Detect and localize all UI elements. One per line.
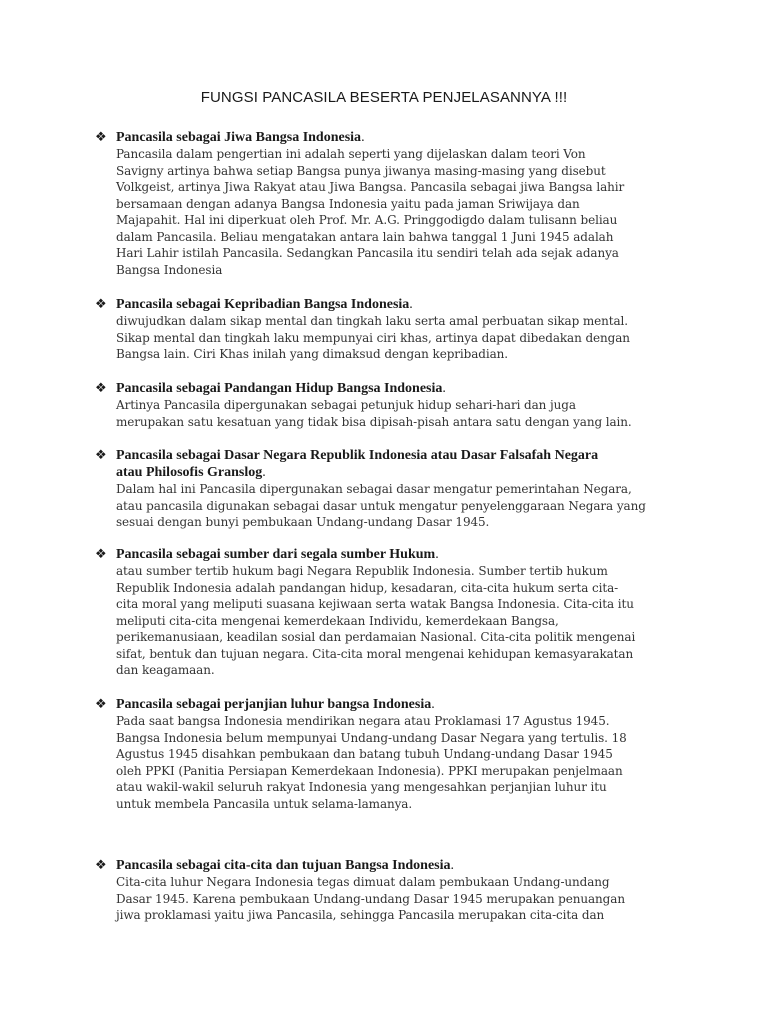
section-heading [95, 296, 665, 313]
body-line: perikemanusiaan, keadilan sosial dan perdamaian Nasional. Cita-cita politik mengenai [116, 630, 636, 644]
body-line: Savigny artinya bahwa setiap Bangsa punya jiwanya masing-masing yang disebut [116, 163, 606, 178]
body-line: Dalam hal ini Pancasila dipergunakan sebagai dasar mengatur pemerintahan Negara, [116, 482, 632, 496]
section-heading-text [116, 857, 656, 874]
section-body [116, 481, 656, 531]
body-line: dan keagamaan. [116, 663, 215, 677]
body-line: Agustus 1945 disahkan pembukaan dan batang tubuh Undang-undang Dasar 1945 [116, 747, 613, 761]
heading-line: Pancasila sebagai Jiwa Bangsa Indonesia. [116, 130, 365, 145]
heading-line: Pancasila sebagai Pandangan Hidup Bangsa Indonesia. [116, 381, 446, 396]
body-line: Dasar 1945. Karena pembukaan Undang-undang Dasar 1945 merupakan penuangan [116, 891, 625, 906]
section-heading-text [116, 296, 656, 313]
body-line: cita moral yang meliputi suasana kejiwaan serta watak Bangsa Indonesia. Cita-cita itu [116, 597, 634, 611]
body-line: Hari Lahir istilah Pancasila. Sedangkan Pancasila itu sendiri telah ada sejak adanya [116, 246, 619, 260]
section-body [116, 146, 656, 278]
section-5 [95, 546, 665, 679]
heading-line: Pancasila sebagai Kepribadian Bangsa Indonesia. [116, 297, 413, 312]
diamond-bullet-icon: ❖ [95, 858, 107, 873]
body-line: sifat, bentuk dan tujuan negara. Cita-cita moral mengenai kehidupan kemasyarakatan [116, 646, 634, 661]
body-line: atau wakil-wakil seluruh rakyat Indonesia yang mengesahkan perjanjian luhur itu [116, 780, 607, 794]
section-body [116, 397, 656, 430]
body-line: meliputi cita-cita mengenai kemerdekaan Individu, kemerdekaan Bangsa, [116, 613, 559, 628]
body-line: Bangsa Indonesia belum mempunyai Undang-undang Dasar Negara yang tertulis. 18 [116, 730, 627, 745]
body-line: Pancasila dalam pengertian ini adalah seperti yang dijelaskan dalam teori Von [116, 147, 586, 161]
body-line: merupakan satu kesatuan yang tidak bisa dipisah-pisah antara satu dengan yang lain. [116, 414, 632, 429]
section-heading-text [116, 546, 656, 563]
section-heading-text [116, 380, 656, 397]
body-line: Majapahit. Hal ini diperkuat oleh Prof. Mr. A.G. Pringgodigdo dalam tulisann beliau [116, 213, 618, 227]
diamond-bullet-icon: ❖ [95, 297, 107, 312]
diamond-bullet-icon: ❖ [95, 130, 107, 145]
diamond-bullet-icon: ❖ [95, 697, 107, 712]
section-body [116, 874, 656, 924]
body-line: Republik Indonesia adalah pandangan hidup, kesadaran, cita-cita hukum serta cita- [116, 580, 619, 595]
heading-line: Pancasila sebagai cita-cita dan tujuan Bangsa Indonesia. [116, 858, 454, 873]
heading-period: . [442, 381, 446, 396]
section-heading [95, 546, 665, 563]
section-heading-text [116, 447, 656, 481]
body-line: atau sumber tertib hukum bagi Negara Republik Indonesia. Sumber tertib hukum [116, 564, 608, 578]
section-heading [95, 696, 665, 713]
section-body [116, 313, 656, 363]
heading-period: . [431, 697, 435, 712]
heading-period: . [450, 858, 454, 873]
heading-period: . [361, 130, 365, 145]
heading-period: . [435, 547, 439, 562]
body-line: Bangsa lain. Ciri Khas inilah yang dimaksud dengan kepribadian. [116, 347, 509, 361]
heading-line: Pancasila sebagai sumber dari segala sumber Hukum. [116, 547, 439, 562]
section-heading [95, 129, 665, 146]
body-line: Artinya Pancasila dipergunakan sebagai petunjuk hidup sehari-hari dan juga [116, 398, 576, 412]
section-3 [95, 380, 665, 430]
body-line: dalam Pancasila. Beliau mengatakan antara lain bahwa tanggal 1 Juni 1945 adalah [116, 229, 614, 244]
body-line: Bangsa Indonesia [116, 262, 223, 277]
body-line: diwujudkan dalam sikap mental dan tingkah laku serta amal perbuatan sikap mental. [116, 314, 629, 328]
section-heading [95, 380, 665, 397]
body-line: untuk membela Pancasila untuk selama-lamanya. [116, 796, 413, 811]
body-line: Cita-cita luhur Negara Indonesia tegas dimuat dalam pembukaan Undang-undang [116, 875, 610, 889]
body-line: oleh PPKI (Panitia Persiapan Kemerdekaan Indonesia). PPKI merupakan penjelmaan [116, 763, 623, 778]
section-2 [95, 296, 665, 363]
section-heading-text [116, 129, 656, 146]
heading-period: . [262, 465, 266, 480]
body-line: jiwa proklamasi yaitu jiwa Pancasila, sehingga Pancasila merupakan cita-cita dan [116, 908, 605, 922]
section-1 [95, 129, 665, 278]
section-heading-text [116, 696, 656, 713]
section-4 [95, 447, 665, 531]
section-6 [95, 696, 665, 812]
body-line: sesuai dengan bunyi pembukaan Undang-undang Dasar 1945. [116, 515, 490, 529]
section-heading [95, 447, 665, 481]
body-line: Sikap mental dan tingkah laku mempunyai ciri khas, artinya dapat dibedakan dengan [116, 330, 630, 345]
diamond-bullet-icon: ❖ [95, 547, 107, 562]
diamond-bullet-icon: ❖ [95, 448, 107, 463]
heading-line: atau Philosofis Granslog. [116, 465, 266, 480]
section-heading [95, 857, 665, 874]
section-7 [95, 857, 665, 924]
section-body [116, 713, 656, 812]
body-line: Volkgeist, artinya Jiwa Rakyat atau Jiwa Bangsa. Pancasila sebagai jiwa Bangsa lahir [116, 180, 625, 194]
document-title: FUNGSI PANCASILA BESERTA PENJELASANNYA !!! [200, 89, 568, 106]
body-line: Pada saat bangsa Indonesia mendirikan negara atau Proklamasi 17 Agustus 1945. [116, 714, 610, 728]
diamond-bullet-icon: ❖ [95, 381, 107, 396]
body-line: bersamaan dengan adanya Bangsa Indonesia yaitu pada jaman Sriwijaya dan [116, 196, 580, 211]
heading-line: Pancasila sebagai Dasar Negara Republik Indonesia atau Dasar Falsafah Negara [116, 448, 599, 463]
body-line: atau pancasila digunakan sebagai dasar untuk mengatur penyelenggaraan Negara yang [116, 498, 646, 513]
heading-period: . [409, 297, 413, 312]
heading-line: Pancasila sebagai perjanjian luhur bangsa Indonesia. [116, 697, 435, 712]
section-body [116, 563, 656, 679]
